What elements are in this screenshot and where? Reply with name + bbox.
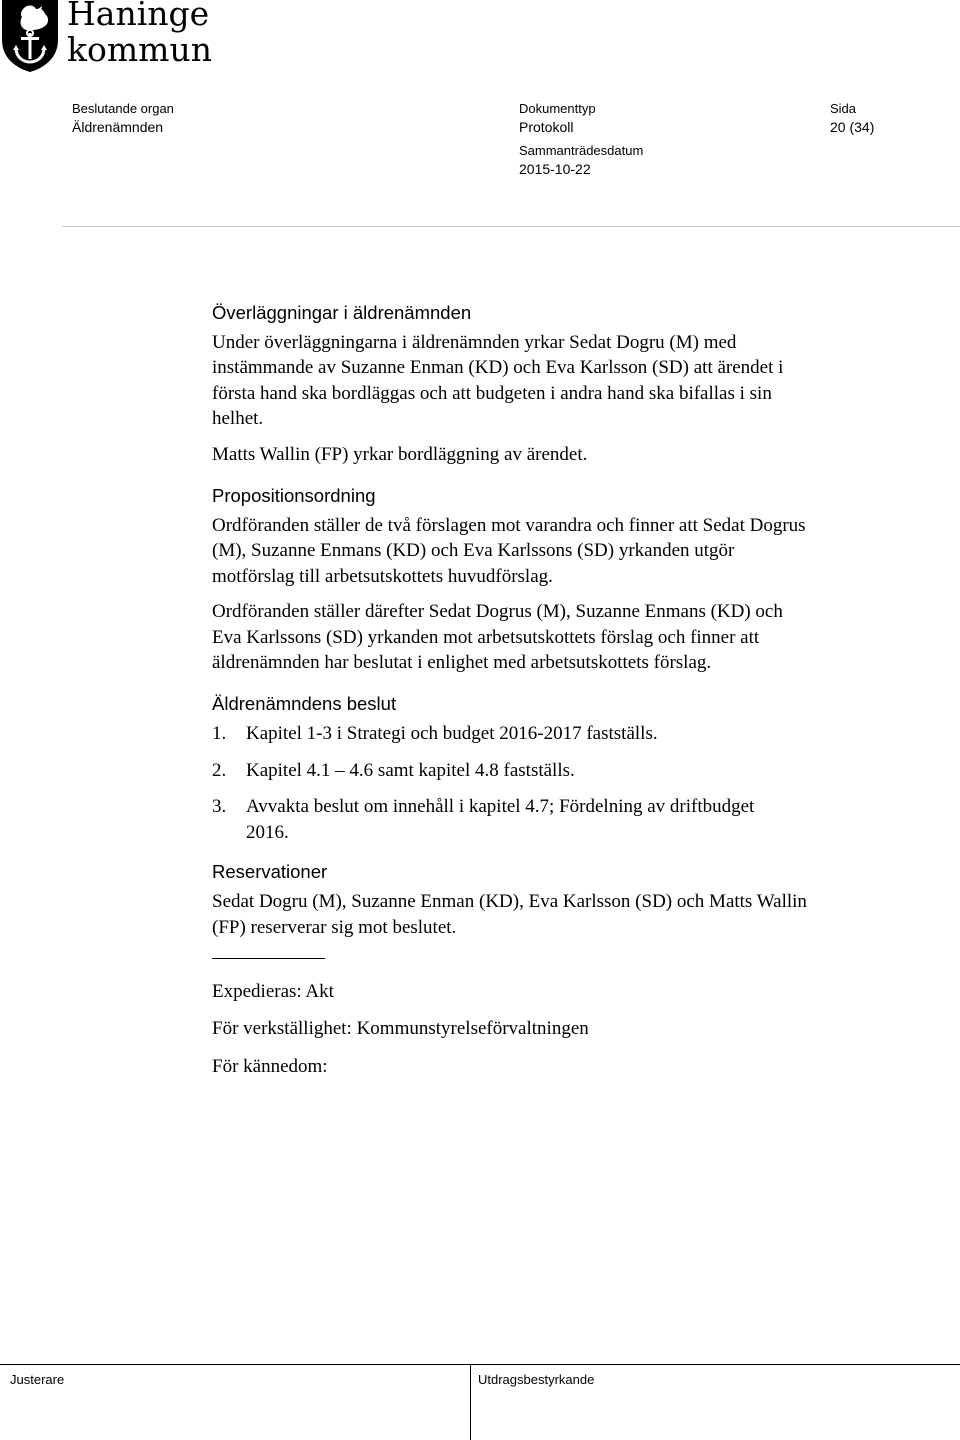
- header-divider: [62, 226, 960, 227]
- decision-heading: Äldrenämndens beslut: [212, 693, 397, 715]
- organ-label: Beslutande organ: [72, 101, 174, 116]
- haninge-crest-icon: [0, 0, 60, 72]
- footer-adjuster-label: Justerare: [10, 1372, 65, 1387]
- logo-line-2: kommun: [67, 30, 212, 69]
- decision-item-text: Kapitel 1-3 i Strategi och budget 2016-2017 fastställs.: [246, 723, 658, 745]
- haninge-logo: [0, 0, 230, 72]
- reservations-paragraph: Sedat Dogru (M), Suzanne Enman (KD), Eva Karlsson (SD) och Matts Wallin (FP) reserverar sig mot beslutet.: [212, 891, 807, 938]
- page-number: 20 (34): [830, 119, 875, 135]
- distribution-execution: För verkställighet: Kommunstyrelseförvaltningen: [212, 1018, 589, 1040]
- date-label: Sammanträdesdatum: [519, 143, 644, 158]
- signature-separator: [212, 958, 325, 959]
- document-body: [212, 300, 912, 1079]
- decision-item-text: Kapitel 4.1 – 4.6 samt kapitel 4.8 fastställs.: [246, 759, 575, 781]
- proposition-paragraph-1: Ordföranden ställer de två förslagen mot varandra och finner att Sedat Dogrus (M), Suzanne Enmans (KD) och Eva Karlssons (SD) yrkanden utgör motförslag till arbetsutskottets huvudförslag.: [212, 515, 806, 587]
- decision-list: [212, 721, 912, 845]
- logo-line-1: Haninge: [67, 0, 210, 33]
- decision-item-number: 2.: [212, 759, 227, 781]
- doctype-value: Protokoll: [519, 119, 574, 135]
- decision-item: [212, 721, 912, 746]
- deliberations-paragraph-2: Matts Wallin (FP) yrkar bordläggning av ärendet.: [212, 443, 588, 465]
- footer-column-divider: [470, 1364, 471, 1440]
- footer-certification-label: Utdragsbestyrkande: [478, 1372, 595, 1387]
- proposition-paragraph-2: Ordföranden ställer därefter Sedat Dogrus (M), Suzanne Enmans (KD) och Eva Karlssons (SD) yrkanden mot arbetsutskottets förslag och finner att äldrenämnden har beslutat i enlighet med arbetsutskottets förslag.: [212, 601, 783, 674]
- organ-value: Äldrenämnden: [72, 119, 164, 135]
- deliberations-heading: Överläggningar i äldrenämnden: [212, 302, 472, 323]
- date-value: 2015-10-22: [519, 161, 591, 177]
- page-label: Sida: [830, 101, 857, 116]
- decision-item-number: 3.: [212, 796, 227, 818]
- reservations-heading: Reservationer: [212, 861, 328, 883]
- decision-item-text: Avvakta beslut om innehåll i kapitel 4.7; Fördelning av driftbudget 2016.: [246, 796, 755, 843]
- decision-item: [212, 758, 912, 783]
- deliberations-paragraph-1: Under överläggningarna i äldrenämnden yrkar Sedat Dogru (M) med instämmande av Suzanne Enman (KD) och Eva Karlsson (SD) att ärendet i första hand ska bordläggas och att budgeten i andra hand ska bifallas i sin helhet.: [212, 332, 784, 430]
- distribution-information: För kännedom:: [212, 1055, 328, 1077]
- decision-item: [212, 794, 772, 845]
- decision-item-number: 1.: [212, 723, 227, 745]
- footer-divider: [0, 1364, 960, 1365]
- doctype-label: Dokumenttyp: [519, 101, 596, 116]
- distribution-archive: Expedieras: Akt: [212, 980, 334, 1002]
- proposition-heading: Propositionsordning: [212, 485, 376, 507]
